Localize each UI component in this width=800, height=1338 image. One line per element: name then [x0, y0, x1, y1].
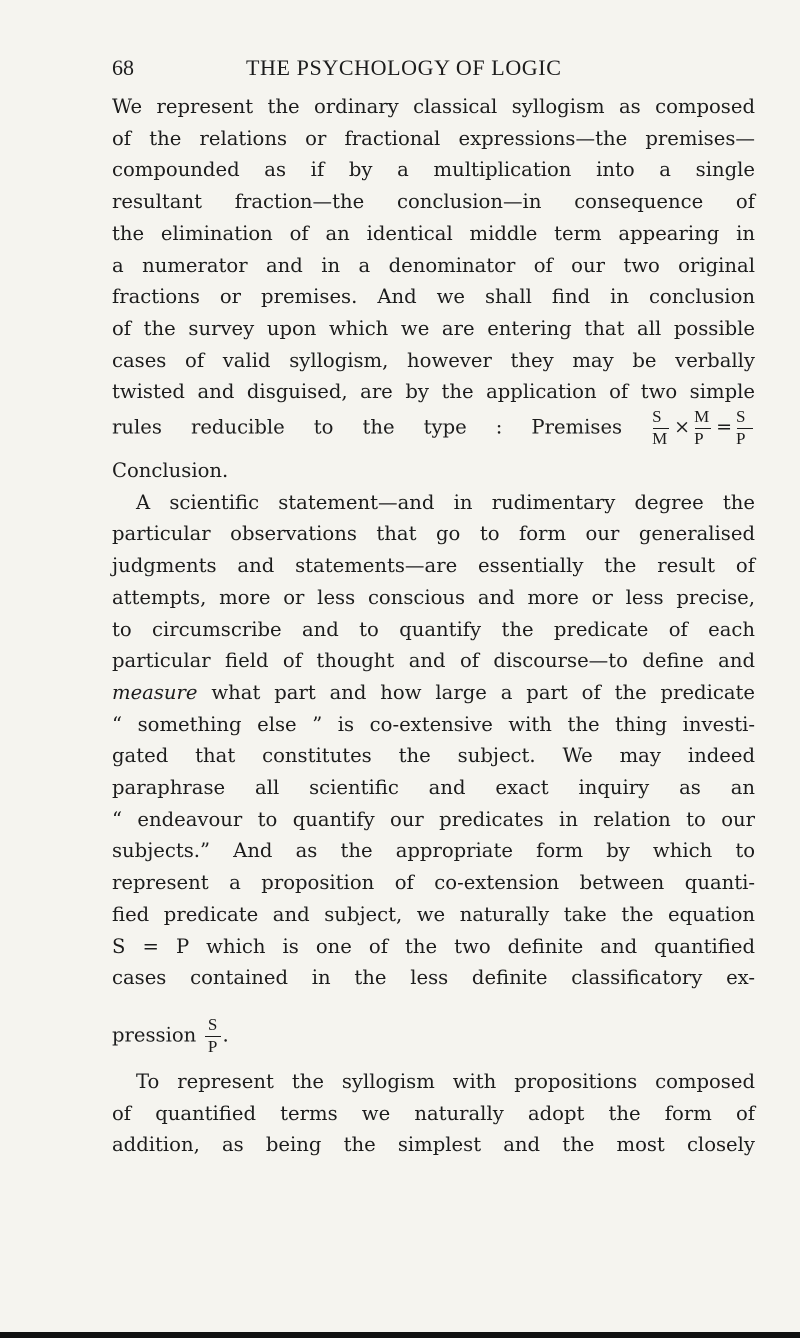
denominator: M — [652, 429, 668, 448]
fraction-m-over-p — [694, 408, 712, 448]
times-sign: × — [674, 416, 691, 439]
text-line: fied predicate and subject, we naturally take the equation — [112, 902, 755, 926]
page-number: 68 — [112, 55, 134, 80]
text-line: S = P which is one of the two definite and quantified — [112, 934, 755, 958]
paragraph-syllogism — [112, 91, 755, 408]
text-line: of quantified terms we naturally adopt the form of — [112, 1101, 755, 1125]
expression-line — [112, 1016, 755, 1060]
text-line: subjects.” And as the appropriate form by which to — [112, 839, 755, 863]
text-line: a numerator and in a denominator of our two original — [112, 253, 755, 277]
text-line: attempts, more or less conscious and more or less precise, — [112, 585, 755, 609]
text-line: to circumscribe and to quantify the predicate of each — [112, 617, 755, 641]
emphasis-measure: measure — [112, 680, 198, 704]
text-line: Conclusion. — [112, 459, 229, 482]
text-line: particular field of thought and of discourse—to define and — [112, 649, 755, 673]
text-line: represent a proposition of co-extension between quanti- — [112, 871, 755, 895]
numerator: S — [207, 1015, 218, 1034]
text-line: paraphrase all scientific and exact inquiry as an — [112, 776, 755, 800]
syllogism-formula — [651, 408, 755, 448]
fraction-s-over-m — [652, 408, 670, 448]
numerator: S — [652, 407, 662, 426]
numerator: M — [694, 407, 710, 426]
formula-line — [112, 408, 755, 452]
page-bottom-rule — [0, 1332, 800, 1338]
text-line: To represent the syllogism with propositions composed — [136, 1070, 755, 1093]
fraction-s-over-p — [204, 1016, 222, 1056]
text-fragment: what part and how large a part of the predicate — [211, 680, 755, 704]
text-line: We represent the ordinary classical syllogism as composed — [112, 95, 755, 118]
text-line: cases contained in the less definite classificatory ex- — [112, 966, 755, 990]
text-line: cases of valid syllogism, however they may be verbally — [112, 348, 755, 372]
paragraph-addition — [112, 1066, 755, 1161]
text-line: the elimination of an identical middle term appearing in — [112, 221, 755, 245]
text-line: “ something else ” is co-extensive with the thing investi- — [112, 712, 755, 736]
text-line: of the relations or fractional expressions—the premises— — [112, 126, 755, 150]
text-line: twisted and disguised, are by the application of two simple — [112, 380, 755, 404]
paragraph-scientific-statement — [112, 455, 755, 994]
text-fragment: pression — [112, 1023, 197, 1047]
text-line: compounded as if by a multiplication into a single — [112, 158, 755, 182]
fraction-s-over-p — [736, 408, 754, 448]
text-line: of the survey upon which we are entering that all possible — [112, 316, 755, 340]
text-line: “ endeavour to quantify our predicates in relation to our — [112, 807, 755, 831]
equals-sign: = — [716, 416, 733, 439]
denominator: P — [207, 1037, 218, 1056]
text-line: A scientific statement—and in rudimentary degree the — [136, 490, 755, 514]
text-line: resultant fraction—the conclusion—in consequence of — [112, 190, 755, 214]
formula-lead-text: rules reducible to the type : Premises — [112, 415, 623, 439]
text-line: addition, as being the simplest and the most closely — [112, 1133, 755, 1157]
denominator: P — [694, 429, 704, 448]
numerator: S — [736, 407, 746, 426]
running-head: THE PSYCHOLOGY OF LOGIC — [246, 55, 562, 80]
period: . — [222, 1023, 229, 1047]
text-line: fractions or premises. And we shall find in conclusion — [112, 285, 755, 309]
text-line: gated that constitutes the subject. We may indeed — [112, 744, 755, 768]
text-line: judgments and statements—are essentially the result of — [112, 554, 755, 578]
denominator: P — [736, 429, 746, 448]
page-header — [112, 55, 755, 87]
text-line: particular observations that go to form our generalised — [112, 522, 755, 546]
